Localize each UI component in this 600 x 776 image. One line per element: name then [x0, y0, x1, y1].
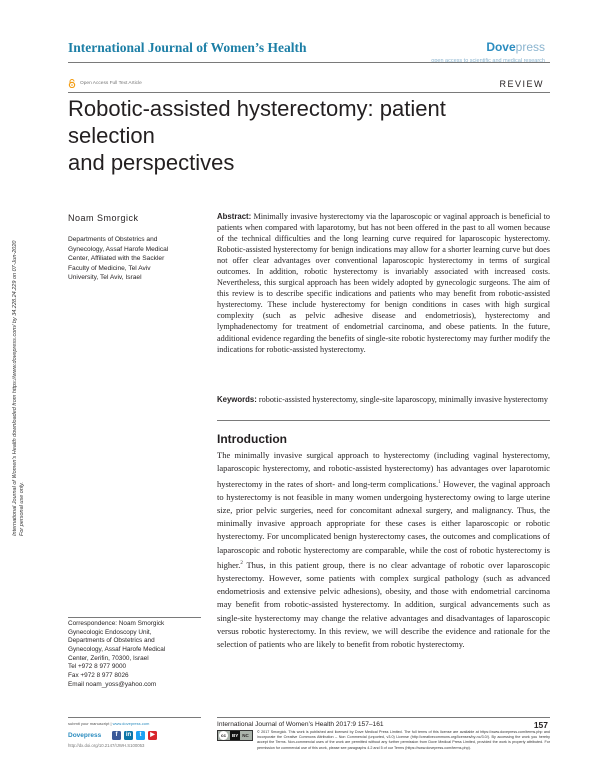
affiliation: [68, 235, 193, 283]
introduction-heading: Introduction: [217, 432, 287, 446]
submit-text[interactable]: submit your manuscript: [68, 721, 110, 726]
download-notice-line: International Journal of Women's Health downloaded from https://www.dovepress.com/ by 34.228.24.229 on 07-Jun-2020: [12, 240, 18, 536]
footer-left-divider: [68, 717, 201, 718]
keywords-text: robotic-assisted hysterectomy, single-site laparoscopy, minimally invasive hysterectomy: [258, 395, 548, 404]
header-divider: [68, 62, 550, 63]
page-number: 157: [533, 720, 548, 730]
submit-site-link[interactable]: www.dovepress.com: [112, 721, 150, 726]
affiliation-line: Departments of Obstetrics and: [68, 236, 158, 243]
footer-divider: [217, 717, 550, 718]
affiliation-line: Gynecology, Assaf Harofe Medical: [68, 245, 169, 253]
submit-separator: |: [109, 721, 113, 726]
introduction-text: [217, 449, 550, 651]
abstract-divider: [217, 420, 550, 421]
author-name: Noam Smorgick: [68, 213, 139, 223]
title-divider: [68, 92, 550, 93]
twitter-icon[interactable]: t: [136, 731, 145, 740]
cc-icon: cc: [220, 733, 226, 738]
article-title-line: Robotic-assisted hysterectomy: patient selection: [68, 96, 446, 148]
publisher-dove: Dove: [486, 40, 516, 54]
correspondence-line: Center, Zerifin, 70300, Israel: [68, 654, 149, 662]
download-notice: [12, 116, 26, 536]
open-access-label: Open Access Full Text Article: [80, 81, 142, 86]
facebook-icon[interactable]: f: [112, 731, 121, 740]
cc-by-label: BY: [232, 733, 239, 738]
license-text: © 2017 Smorgick. This work is published and licensed by Dove Medical Press Limited. The full terms of this license are available at https://www.dovepress.com/terms.php and incorporate the Creative Commons Attribution – Non Commercial (unported, v3.0) License (http://creativecommons.org/licenses/by-nc/3.0/). By accessing the work you hereby accept the Terms. Non-commercial uses of the work are permitted without any further permission from Dove Medical Press Limited, provided the work is properly attributed. For permission for commercial use of this work, please see paragraphs 4.2 and 5 of our Terms (https://www.dovepress.com/terms.php).: [257, 730, 550, 750]
article-title: [68, 95, 538, 176]
reference-1[interactable]: 1: [438, 479, 441, 485]
publisher-tagline: open access to scientific and medical research: [431, 58, 545, 64]
correspondence-line: Departments of Obstetrics and: [68, 637, 155, 645]
publisher-logo: [486, 40, 545, 54]
dovepress-small-logo: Dovepress: [68, 732, 102, 739]
open-access-lock-icon: [68, 79, 76, 88]
open-access-row: [68, 79, 142, 88]
intro-text-part: However, the vaginal approach to hysterectomy is not feasible in many women undergoing hysterectomy owing to large uterine size, prior pelvic surgeries, need for concomitant adnexal surgery, and malignancy. Thus, the minimally invasive approach appropriate for these cases is either laparoscopic or robotic hysterectomy. For uncomplicated benign hysterectomy cases, the outcomes and complications of laparoscopic and robotic hysterectomy are comparable, while the cost of robotic hysterectomy is higher.: [217, 478, 550, 570]
correspondence-line: Tel +972 8 977 9000: [68, 663, 127, 671]
correspondence-line: Correspondence: Noam Smorgick: [68, 620, 165, 627]
keywords: [217, 394, 550, 405]
article-title-line: and perspectives: [68, 150, 235, 175]
correspondence-line: Gynecologic Endoscopy Unit,: [68, 628, 152, 636]
creative-commons-badge[interactable]: [217, 730, 253, 741]
publisher-press: press: [515, 40, 545, 54]
correspondence-line: Fax +972 8 977 8026: [68, 671, 129, 679]
intro-text-part: Thus, in this patient group, there is no clear advantage of robotic over laparoscopic hysterectomy. However, some patients with complex surgical pathology (such as advanced endometriosis and extensive pelvic adhesions), obesity, and those with endometrial carcinoma may benefit from robotic-assisted hysterectomy. In addition, surgical advancements such as single-site hysterectomy may change the relative advantages and disadvantages of laparoscopic versus robotic hysterectomy. In this review, we will describe the evidence and rationale for the selection of patients who are likely to benefit from robotic hysterectomy.: [217, 559, 550, 650]
youtube-icon[interactable]: ▶: [148, 731, 157, 740]
abstract-label: Abstract:: [217, 212, 252, 221]
keywords-label: Keywords:: [217, 395, 257, 404]
journal-citation: International Journal of Women’s Health 2017:9 157–161: [217, 721, 384, 728]
abstract: [217, 211, 550, 355]
social-links: [112, 731, 157, 740]
journal-title: International Journal of Women’s Health: [68, 40, 307, 55]
correspondence: [68, 620, 201, 689]
correspondence-divider: [68, 617, 201, 618]
affiliation-line: University, Tel Aviv, Israel: [68, 274, 142, 281]
affiliation-line: Center, Affiliated with the Sackler: [68, 255, 165, 262]
abstract-text: Minimally invasive hysterectomy via the laparoscopic or vaginal approach is beneficial to patients when compared with laparotomy, but has not been offered in the past to all women because of the technical difficulties and the long learning curve required for laparoscopic hysterectomy. Robotic-assisted hysterectomy for benign indications may allow for a shorter learning curve but does not offer clear advantages over conventional laparoscopic hysterectomy in terms of surgical outcomes. In addition, robotic hysterectomy is invariably associated with increased costs. Nevertheless, this surgical approach has been widely adopted by gynecologic surgeons. The aim of this review is to describe specific indications and patients who may benefit from robotic-assisted hysterectomy. These include hysterectomy for benign conditions in cases with high surgical complexity (such as pelvic adhesive disease and endometriosis), hysterectomy and lymphadenectomy for treatment of endometrial carcinoma, and obese patients. In the future, additional evidence regarding the benefits of single-site robotic hysterectomy may further modify the indications for robotic-assisted hysterectomy.: [217, 212, 550, 354]
cc-nc-label: NC: [242, 733, 249, 738]
submit-manuscript[interactable]: [68, 721, 149, 726]
correspondence-email[interactable]: Email noam_yoss@yahoo.com: [68, 680, 157, 688]
reference-2[interactable]: 2: [240, 560, 243, 566]
article-type: REVIEW: [499, 79, 544, 89]
affiliation-line: Faculty of Medicine, Tel Aviv: [68, 264, 151, 272]
linkedin-icon[interactable]: in: [125, 732, 132, 738]
correspondence-line: Gynecology, Assaf Harofe Medical: [68, 645, 166, 653]
doi-link[interactable]: http://dx.doi.org/10.2147/IJWH.S100053: [68, 743, 145, 748]
download-notice-line: For personal use only.: [19, 481, 25, 536]
intro-text-part: The minimally invasive surgical approach to hysterectomy (including vaginal hysterectomy, laparoscopic hysterectomy, and robotic-assisted hysterectomy) has advantages over laparotomic hysterectomy in the rates of short- and long-term complications.: [217, 450, 550, 489]
